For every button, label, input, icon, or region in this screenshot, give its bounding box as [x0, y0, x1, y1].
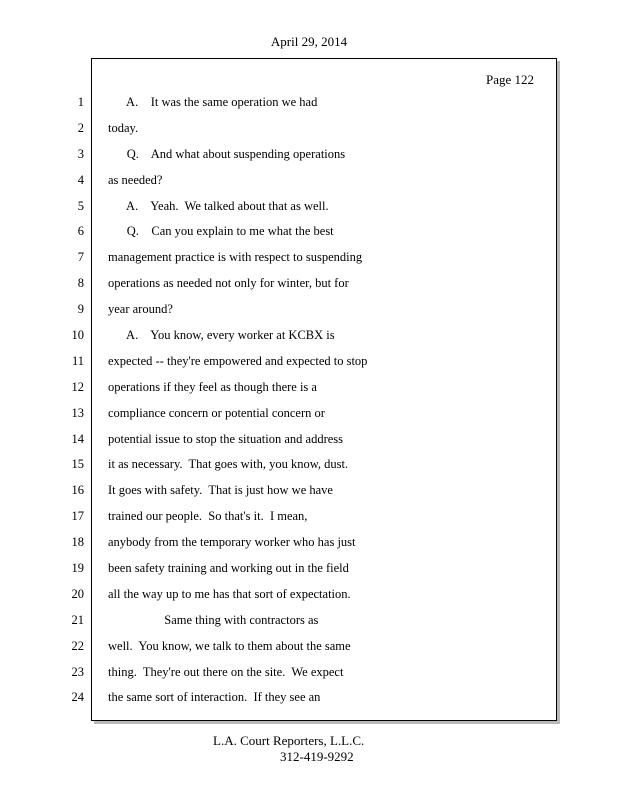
- line-number: 15: [71, 457, 84, 472]
- line-number: 19: [71, 561, 84, 576]
- transcript-line: today.: [108, 120, 139, 135]
- transcript-line: all the way up to me has that sort of expectation.: [108, 586, 351, 601]
- line-number-column: [60, 92, 84, 713]
- transcript-line: Same thing with contractors as: [108, 612, 319, 627]
- transcript-line: It goes with safety. That is just how we have: [108, 483, 333, 498]
- line-number: 16: [71, 483, 84, 498]
- line-number: 14: [71, 431, 84, 446]
- transcript-line: expected -- they're empowered and expected to stop: [108, 353, 368, 368]
- line-number: 8: [77, 276, 84, 291]
- line-number: 11: [71, 353, 84, 368]
- transcript-line: the same sort of interaction. If they see an: [108, 690, 321, 705]
- line-number: 23: [71, 664, 84, 679]
- transcript-line: it as necessary. That goes with, you know, dust.: [108, 457, 349, 472]
- transcript-line: thing. They're out there on the site. We expect: [108, 664, 344, 679]
- transcript-line: well. You know, we talk to them about the same: [108, 638, 351, 653]
- transcript-line: Q. And what about suspending operations: [108, 146, 346, 161]
- line-number: 22: [71, 638, 84, 653]
- transcript-line: anybody from the temporary worker who has just: [108, 535, 356, 550]
- line-number: 3: [77, 146, 84, 161]
- transcript-line: A. Yeah. We talked about that as well.: [108, 198, 329, 213]
- transcript-line: A. It was the same operation we had: [108, 95, 318, 109]
- transcript-line: year around?: [108, 302, 173, 317]
- line-number: 12: [71, 379, 84, 394]
- transcript-line: trained our people. So that's it. I mean,: [108, 509, 308, 524]
- line-number: 18: [71, 535, 84, 550]
- transcript-line: Q. Can you explain to me what the best: [108, 224, 334, 239]
- header-date: April 29, 2014: [270, 34, 348, 49]
- line-number: 13: [71, 405, 84, 420]
- line-number: 4: [77, 172, 84, 187]
- transcript-line: been safety training and working out in the field: [108, 561, 349, 576]
- line-number: 7: [77, 250, 84, 265]
- transcript-line: as needed?: [108, 172, 163, 187]
- line-number: 9: [77, 302, 84, 317]
- line-number: 2: [77, 120, 84, 135]
- line-number: 10: [71, 328, 84, 343]
- line-number: 20: [71, 586, 84, 601]
- transcript-line: operations if they feel as though there is a: [108, 379, 317, 394]
- line-number: 1: [77, 95, 84, 109]
- page-number: Page 122: [485, 72, 534, 87]
- line-number: 6: [77, 224, 84, 239]
- line-number: 17: [71, 509, 84, 524]
- reporter-company: L.A. Court Reporters, L.L.C.: [213, 733, 365, 748]
- transcript-line: A. You know, every worker at KCBX is: [108, 328, 335, 343]
- transcript-line: compliance concern or potential concern or: [108, 405, 325, 420]
- line-number: 24: [71, 690, 84, 705]
- transcript-line: potential issue to stop the situation and address: [108, 431, 344, 446]
- line-number: 21: [71, 612, 84, 627]
- reporter-phone: 312-419-9292: [280, 749, 354, 764]
- transcript-line: management practice is with respect to suspending: [108, 250, 363, 265]
- transcript-line: operations as needed not only for winter, but for: [108, 276, 349, 291]
- line-number: 5: [77, 198, 84, 213]
- transcript-text: [108, 92, 528, 713]
